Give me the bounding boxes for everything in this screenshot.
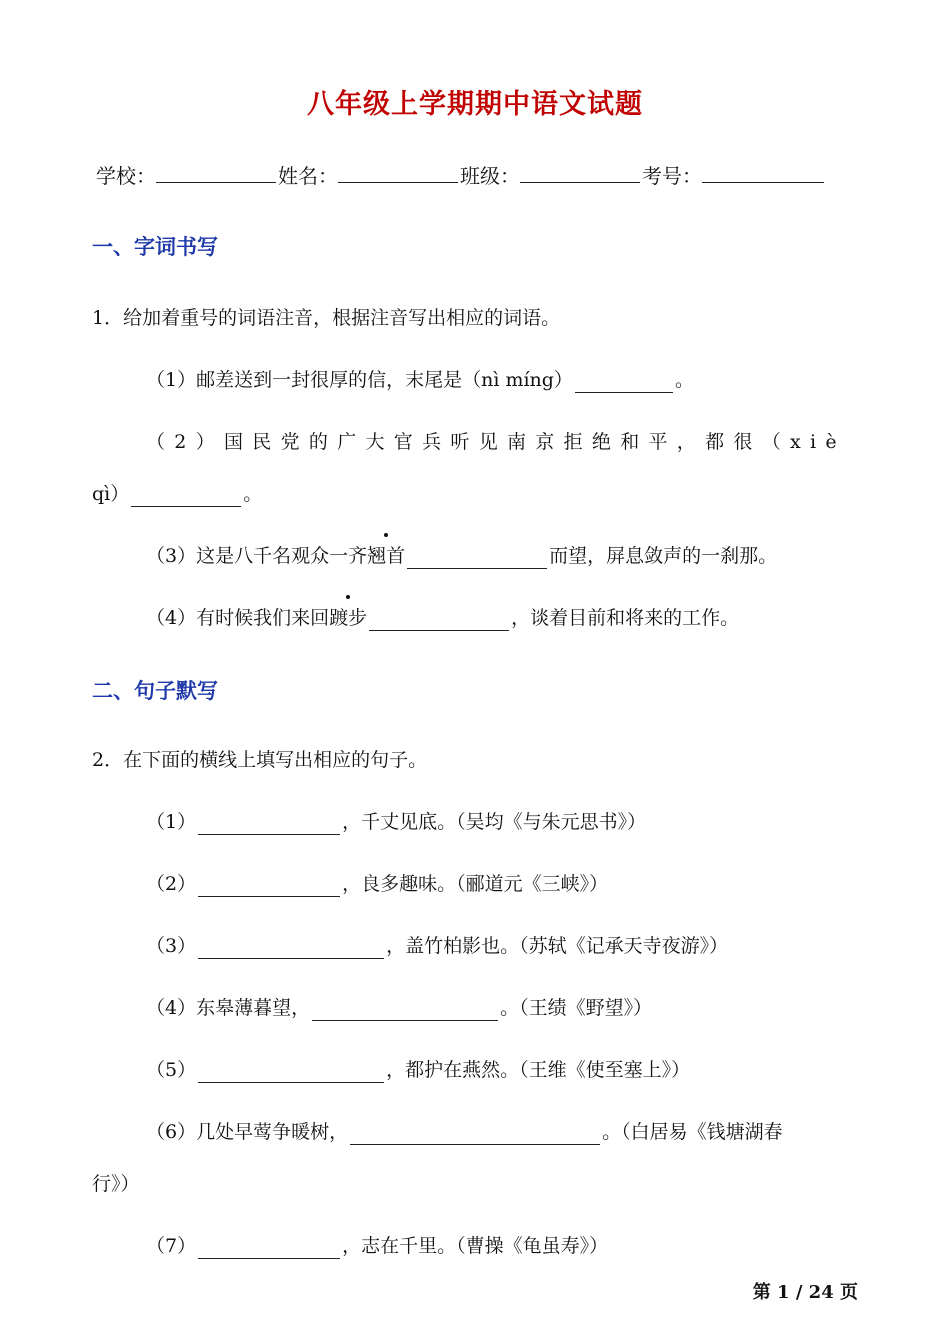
question-1-item-1 <box>146 367 694 393</box>
answer-blank[interactable] <box>131 486 241 507</box>
item-text: ，都护在燕然。（王维《使至塞上》） <box>386 1059 691 1081</box>
dotted-text: 翘首 <box>367 545 406 567</box>
item-text: （1） <box>146 811 197 833</box>
item-text: 。（白居易《钱塘湖春 <box>602 1121 783 1143</box>
answer-blank[interactable] <box>575 372 673 393</box>
item-text: ，志在千里。（曹操《龟虽寿》） <box>342 1235 609 1257</box>
item-text: （2） <box>146 873 197 895</box>
answer-blank[interactable] <box>198 938 384 959</box>
question-2-item-7 <box>146 1233 608 1259</box>
student-info-row <box>96 160 826 189</box>
item-text: （3）这是八千名观众一齐 <box>146 545 368 567</box>
question-1-item-3 <box>146 543 777 569</box>
class-blank[interactable] <box>520 164 640 183</box>
answer-blank[interactable] <box>369 610 509 631</box>
question-1-item-4 <box>146 605 739 631</box>
item-text: （4）有时候我们来回 <box>146 607 330 629</box>
item-text: ，良多趣味。（郦道元《三峡》） <box>342 873 609 895</box>
item-text: 而望，屏息敛声的一刹那。 <box>549 545 778 567</box>
item-text: （1）邮差送到一封很厚的信，末尾是（nì míng） <box>146 369 573 391</box>
exam-no-label: 考号： <box>642 164 702 188</box>
class-field[interactable] <box>460 160 642 189</box>
page-title: 八年级上学期期中语文试题 <box>307 89 643 120</box>
item-text: ，谈着目前和将来的工作。 <box>511 607 740 629</box>
answer-blank[interactable] <box>407 548 547 569</box>
emphasis-dotted-word <box>329 605 367 631</box>
item-text: （3） <box>146 935 197 957</box>
answer-blank[interactable] <box>198 1062 384 1083</box>
dotted-text: 踱步 <box>329 607 368 629</box>
question-2-item-3 <box>146 933 728 959</box>
answer-blank[interactable] <box>350 1124 600 1145</box>
name-blank[interactable] <box>338 164 458 183</box>
exam-no-blank[interactable] <box>702 164 824 183</box>
class-label: 班级： <box>460 164 520 188</box>
question-2-item-1 <box>146 809 646 835</box>
school-label: 学校： <box>96 164 156 188</box>
question-1-item-2-cont <box>92 481 262 507</box>
page-number: 第 1 / 24 页 <box>752 1282 858 1303</box>
question-2-item-4 <box>146 995 652 1021</box>
exam-no-field[interactable] <box>642 160 826 189</box>
question-1-item-2: （2）国民党的广大官兵听见南京拒绝和平，都很（xiè <box>146 431 846 453</box>
item-text: （4）东皋薄暮望， <box>146 997 311 1019</box>
item-text: （7） <box>146 1235 197 1257</box>
answer-blank[interactable] <box>198 814 340 835</box>
answer-blank[interactable] <box>312 1000 498 1021</box>
item-text: ，盖竹柏影也。（苏轼《记承天寺夜游》） <box>386 935 729 957</box>
item-text: 。（王绩《野望》） <box>500 997 653 1019</box>
name-field[interactable] <box>278 160 460 189</box>
section-heading-2: 二、句子默写 <box>92 679 218 703</box>
item-text: （5） <box>146 1059 197 1081</box>
item-text: 。 <box>243 483 263 505</box>
answer-blank[interactable] <box>198 876 340 897</box>
question-2-item-6 <box>146 1119 783 1145</box>
emphasis-dotted-word <box>367 543 405 569</box>
school-blank[interactable] <box>156 164 276 183</box>
question-2-item-6-cont: 行》） <box>92 1173 140 1195</box>
item-text: qì） <box>92 483 130 505</box>
name-label: 姓名： <box>278 164 338 188</box>
item-text: 。 <box>674 369 694 391</box>
item-text: （6）几处早莺争暖树， <box>146 1121 349 1143</box>
question-2-item-2 <box>146 871 608 897</box>
answer-blank[interactable] <box>198 1238 340 1259</box>
section-heading-1: 一、字词书写 <box>92 235 218 259</box>
question-1-stem: 1．给加着重号的词语注音，根据注音写出相应的词语。 <box>92 307 561 329</box>
question-2-item-5 <box>146 1057 690 1083</box>
question-2-stem: 2．在下面的横线上填写出相应的句子。 <box>92 749 428 771</box>
school-field[interactable] <box>96 160 278 189</box>
item-text: ，千丈见底。（吴均《与朱元思书》） <box>342 811 647 833</box>
